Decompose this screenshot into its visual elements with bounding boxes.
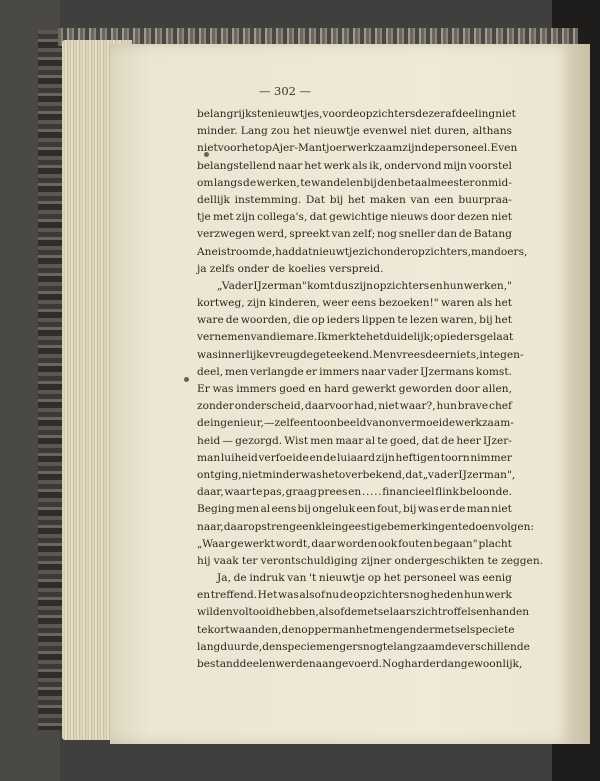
text-line: wilden voltooid hebben, alsof de metselaars zich troffels en handen — [197, 606, 530, 619]
text-line: dellijk instemming. Dat bij het maken van een buurpraa- — [197, 193, 512, 206]
body-text — [197, 106, 544, 673]
text-line: heid — gezorgd. Wist men maar al te goed, dat de heer IJzer- — [197, 434, 512, 447]
text-line: Anei stroomde, had dat nieuwtje zich onder opzichters, mandoers, — [197, 245, 528, 258]
text-line: bestanddeelen werden aangevoerd. Nog harder dan gewoonlijk, — [197, 658, 523, 670]
text-line: daar, waar te pas, graag prees en . . . . . financieel flink beloonde. — [197, 486, 512, 499]
text-line: te kort waanden, den opperman het mengen der metselspecie te — [197, 623, 515, 636]
text-line: was innerlijke vreugde geteekend. Men vreesde er niets, integen- — [197, 348, 524, 361]
text-line: hij vaak ter verontschuldiging zijner ondergeschikten te zeggen. — [197, 554, 544, 567]
text-line: de ingenieur, — zelf een toonbeeld van onvermoeide werkzaam- — [197, 417, 514, 430]
text-line: belangstellend naar het werk als ik, ondervond mijn voorstel — [197, 159, 512, 172]
text-line: ontging, niet minder was het overbekend, dat „vader IJzerman", — [197, 468, 516, 481]
text-line: ware de woorden, die op ieders lippen te lezen waren, bij het — [197, 314, 512, 327]
text-line: Er was immers goed en hard gewerkt geworden door allen, — [197, 383, 512, 395]
text-line: vernemen van die mare. Ik merkte het duidelijk; op ieders gelaat — [197, 331, 514, 344]
text-line: om langs de werken, te wandelen bij den betaalmeester onmid- — [197, 176, 512, 189]
book-cover-edge — [38, 30, 62, 730]
text-line: Beging men al eens bij ongeluk een fout, bij was er de man niet — [197, 503, 512, 516]
text-line: Ja, de indruk van 't nieuwtje op het personeel was eenig — [217, 572, 512, 585]
text-line: minder. Lang zou het nieuwtje evenwel niet duren, althans — [197, 125, 512, 138]
text-line: man luiheid verfoeide en de luiaard zijn heftigen toorn nimmer — [197, 451, 512, 464]
margin-dot — [184, 377, 189, 382]
page-number: — 302 — — [258, 84, 312, 98]
text-line: kortweg, zijn kinderen, weer eens bezoeken!" waren als het — [197, 297, 512, 310]
text-line: zonder onderscheid, daarvoor had, niet waar?, hun brave chef — [197, 400, 512, 413]
text-line: deel, men verlangde er immers naar vader IJzermans komst. — [197, 365, 512, 378]
text-line: „Waar gewerkt wordt, daar worden ook fouten begaan" placht — [197, 537, 512, 550]
text-line: en treffend. Het was alsof nu de opzichters nog heden hun werk — [197, 589, 512, 602]
text-line: niet voor het op Ajer-Mantjoer werkzaam zijnde personeel. Even — [197, 142, 518, 155]
text-line: „Vader IJzerman" komt dus zijn opzichters en hun werken," — [217, 279, 512, 292]
text-line: naar, daarop strenge en kleingeestige bemerkingen te doen volgen: — [197, 520, 535, 533]
text-line: belangrijkste nieuwtjes, voor de opzichters dezer afdeeling niet — [197, 108, 516, 120]
text-line: verzwegen werd, spreekt van zelf; nog sneller dan de Batang — [197, 228, 512, 241]
text-line: tje met zijn collega's, dat gewichtige nieuws door dezen niet — [197, 211, 512, 224]
text-line: ja zelfs onder de koelies verspreid. — [197, 262, 384, 275]
text-line: lang duurde, den speciemengers nog te langzaam de verschillende — [197, 640, 530, 653]
